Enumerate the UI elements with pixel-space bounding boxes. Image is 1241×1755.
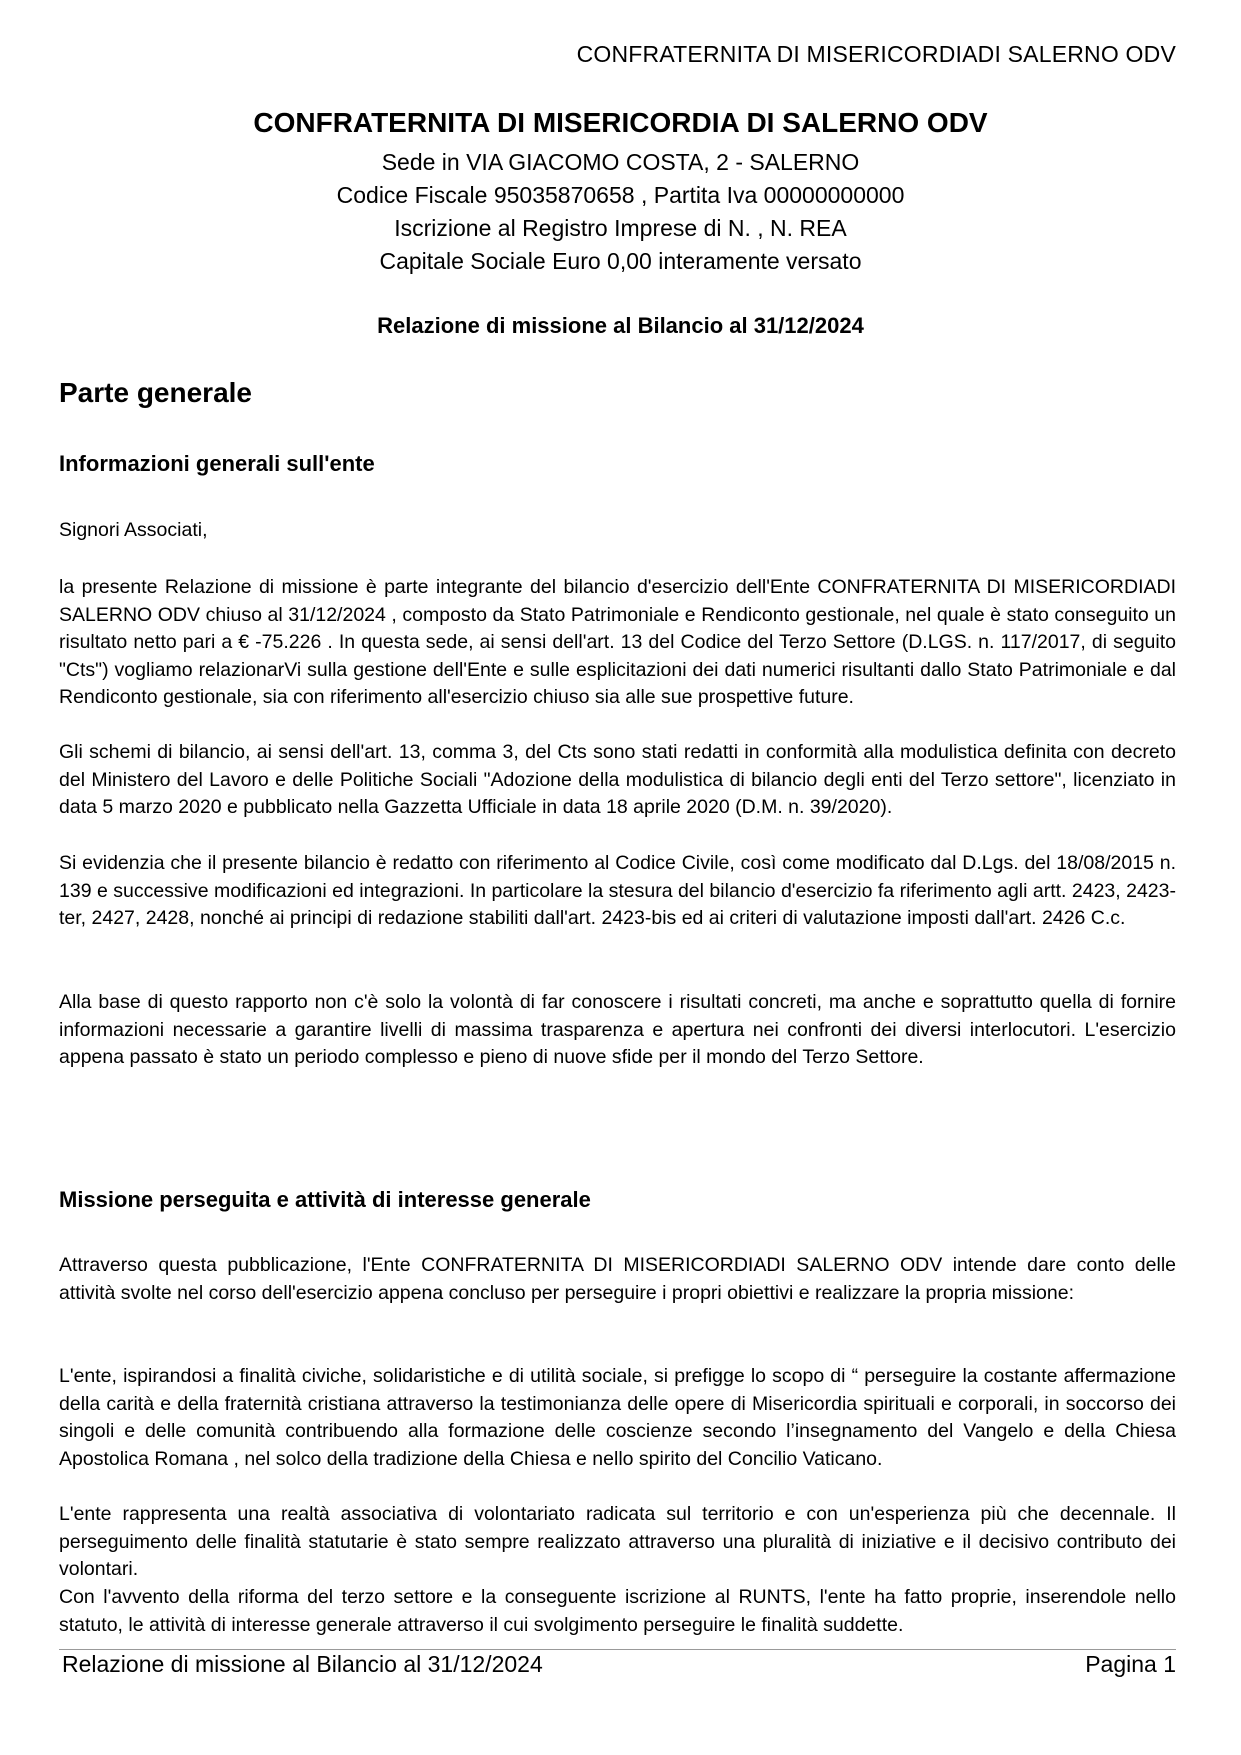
company-address: Sede in VIA GIACOMO COSTA, 2 - SALERNO [381, 149, 860, 175]
info-paragraph-4: Alla base di questo rapporto non c'è solo la volontà di far conoscere i risultati concreti, ma anche e soprattutto quella di fornire informazioni necessarie a garantire livelli di massima trasparenza e apertura nei confronti dei diversi interlocutori. L'esercizio appena passato è stato un periodo complesso e pieno di nuove sfide per il mondo del Terzo Settore. [59, 991, 1176, 1068]
mission-paragraph-1: Attraverso questa pubblicazione, l'Ente CONFRATERNITA DI MISERICORDIADI SALERNO ODV intende dare conto delle attività svolte nel corso dell'esercizio appena concluso per perseguire i propri obiettivi e realizzare la propria missione: [59, 1254, 1176, 1304]
mission-heading: Missione perseguita e attività di interesse generale [59, 1187, 591, 1212]
page-number: Pagina 1 [1085, 1651, 1176, 1677]
company-capital: Capitale Sociale Euro 0,00 interamente versato [379, 248, 862, 274]
footer-report-title: Relazione di missione al Bilancio al 31/12/2024 [62, 1651, 543, 1677]
info-paragraph-1: la presente Relazione di missione è parte integrante del bilancio d'esercizio dell'Ente CONFRATERNITA DI MISERICORDIADI SALERNO ODV chiuso al 31/12/2024 , composto da Stato Patrimoniale e Rendiconto gestionale, nel quale è stato conseguito un risultato netto pari a € -75.226 . In questa sede, ai sensi dell'art. 13 del Codice del Terzo Settore (D.LGS. n. 117/2017, di seguito "Cts") vogliamo relazionarVi sulla gestione dell'Ente e sulle esplicitazioni dei dati numerici risultanti dallo Stato Patrimoniale e dal Rendiconto gestionale, sia con riferimento all'esercizio chiuso sia alle sue prospettive future. [59, 576, 1176, 708]
footer-divider [59, 1649, 1176, 1650]
report-title: Relazione di missione al Bilancio al 31/12/2024 [377, 313, 864, 338]
running-header: CONFRATERNITA DI MISERICORDIADI SALERNO ODV [576, 41, 1176, 67]
info-heading: Informazioni generali sull'ente [59, 451, 375, 476]
mission-paragraph-2: L'ente, ispirandosi a finalità civiche, solidaristiche e di utilità sociale, si prefigge lo scopo di “ perseguire la costante affermazione della carità e della fraternità cristiana attraverso la testimonianza delle opere di Misericordia spirituali e corporali, in soccorso dei singoli e delle comunità contribuendo alla formazione delle coscienze secondo l’insegnamento del Vangelo e della Chiesa Apostolica Romana , nel solco della tradizione della Chiesa e nello spirito del Concilio Vaticano. [59, 1365, 1176, 1470]
info-paragraph-3: Si evidenzia che il presente bilancio è redatto con riferimento al Codice Civile, così come modificato dal D.Lgs. del 18/08/2015 n. 139 e successive modificazioni ed integrazioni. In particolare la stesura del bilancio d'esercizio fa riferimento agli artt. 2423, 2423-ter, 2427, 2428, nonché ai principi di redazione stabiliti dall'art. 2423-bis ed ai criteri di valutazione imposti dall'art. 2426 C.c. [59, 852, 1176, 929]
company-block [0, 106, 1241, 278]
company-tax-ids: Codice Fiscale 95035870658 , Partita Iva 00000000000 [336, 182, 905, 208]
mission-paragraph-3: L'ente rappresenta una realtà associativa di volontariato radicata sul territorio e con un'esperienza più che decennale. Il perseguimento delle finalità statutarie è stato sempre realizzato attraverso una pluralità di iniziative e il decisivo contributo dei volontari. [59, 1503, 1176, 1580]
salutation: Signori Associati, [59, 519, 208, 541]
info-paragraph-2: Gli schemi di bilancio, ai sensi dell'art. 13, comma 3, del Cts sono stati redatti in conformità alla modulistica definita con decreto del Ministero del Lavoro e delle Politiche Sociali "Adozione della modulistica di bilancio degli enti del Terzo settore", licenziato in data 5 marzo 2020 e pubblicato nella Gazzetta Ufficiale in data 18 aprile 2020 (D.M. n. 39/2020). [59, 741, 1176, 818]
section-title: Parte generale [59, 377, 252, 408]
mission-paragraph-4: Con l'avvento della riforma del terzo settore e la conseguente iscrizione al RUNTS, l'ente ha fatto proprie, inserendole nello statuto, le attività di interesse generale attraverso il cui svolgimento perseguire le finalità suddette. [59, 1586, 1176, 1636]
company-name: CONFRATERNITA DI MISERICORDIA DI SALERNO ODV [253, 107, 988, 138]
company-register: Iscrizione al Registro Imprese di N. , N. REA [394, 215, 847, 241]
